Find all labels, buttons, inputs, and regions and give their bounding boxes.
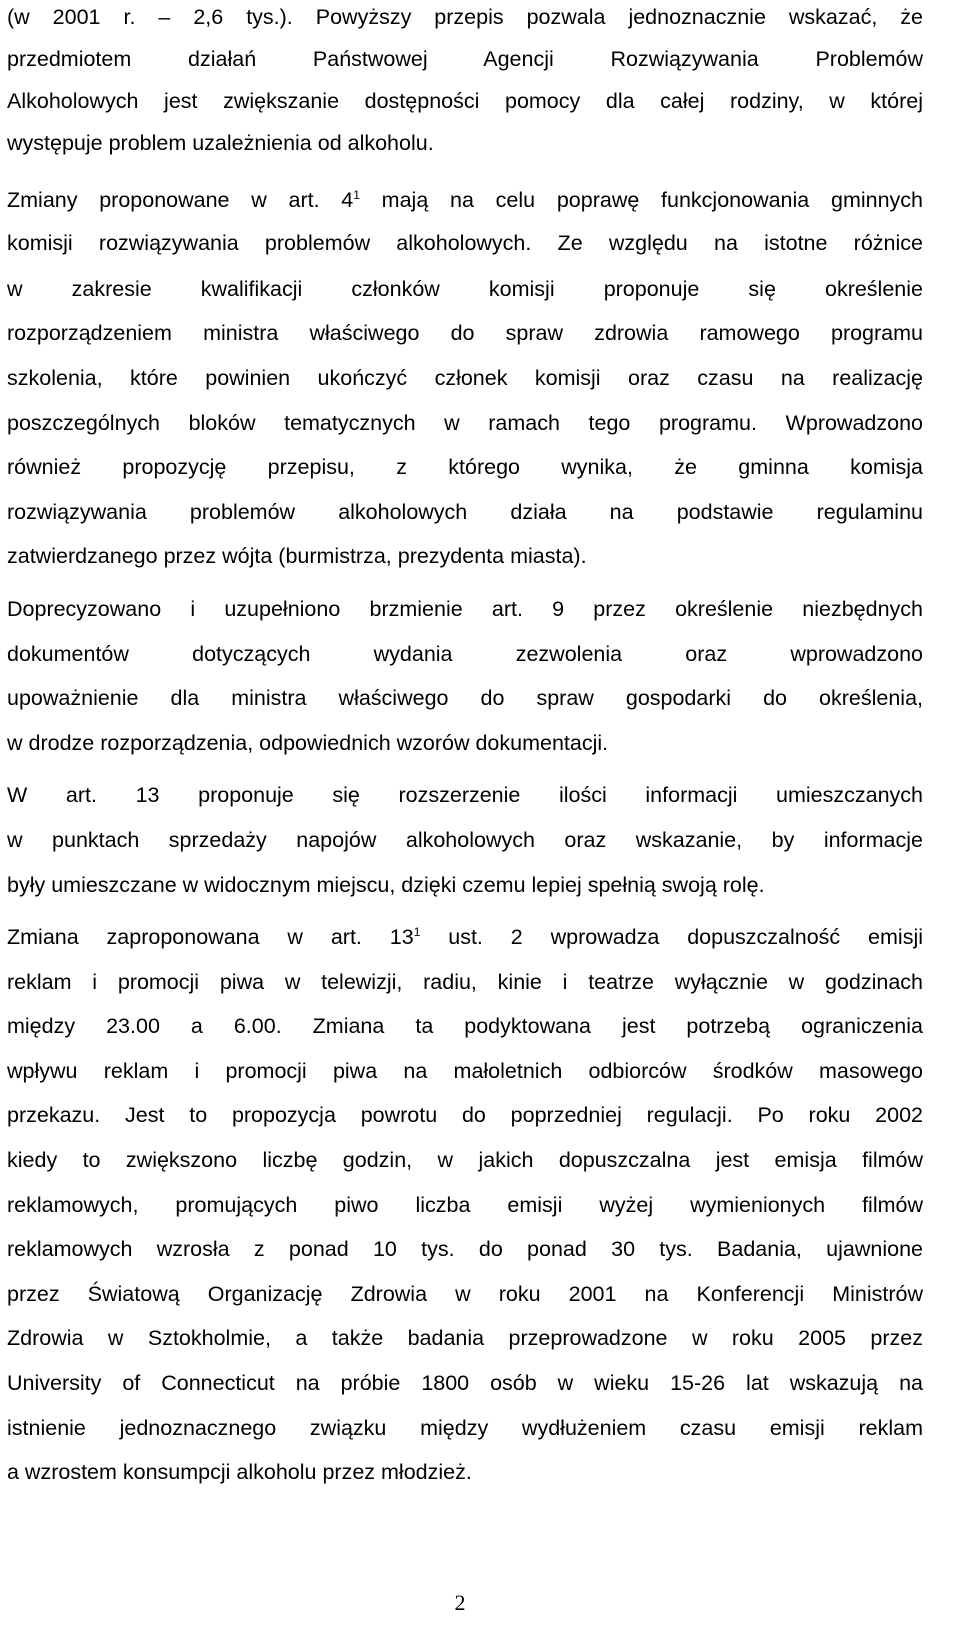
text-line: reklam i promocji piwa w telewizji, radiu, kinie i teatrze wyłącznie w godzinach — [7, 970, 923, 994]
text-line: istnienie jednoznacznego związku między wydłużeniem czasu emisji reklam — [7, 1416, 923, 1440]
text-segment: Zmiany proponowane w art. 4 — [7, 188, 354, 212]
text-line: poszczególnych bloków tematycznych w ramach tego programu. Wprowadzono — [7, 411, 923, 435]
text-line: reklamowych, promujących piwo liczba emisji wyżej wymienionych filmów — [7, 1193, 923, 1217]
text-line: wpływu reklam i promocji piwa na małoletnich odbiorców środków masowego — [7, 1059, 923, 1083]
superscript: 1 — [353, 187, 360, 202]
text-line: przekazu. Jest to propozycja powrotu do poprzedniej regulacji. Po roku 2002 — [7, 1103, 923, 1127]
text-line: przez Światową Organizację Zdrowia w roku 2001 na Konferencji Ministrów — [7, 1282, 923, 1306]
text-line: Alkoholowych jest zwiększanie dostępności pomocy dla całej rodziny, w której — [7, 89, 923, 113]
text-line: występuje problem uzależnienia od alkoholu. — [7, 131, 434, 155]
text-line: University of Connecticut na próbie 1800 osób w wieku 15-26 lat wskazują na — [7, 1371, 923, 1395]
text-line: a wzrostem konsumpcji alkoholu przez młodzież. — [7, 1460, 472, 1484]
text-segment: ust. 2 wprowadza dopuszczalność emisji — [420, 925, 923, 949]
text-line: również propozycję przepisu, z którego wynika, że gminna komisja — [7, 455, 923, 479]
text-line: między 23.00 a 6.00. Zmiana ta podyktowana jest potrzebą ograniczenia — [7, 1014, 923, 1038]
text-segment: mają na celu poprawę funkcjonowania gminnych — [359, 188, 923, 212]
text-line: W art. 13 proponuje się rozszerzenie ilości informacji umieszczanych — [7, 783, 923, 807]
text-line: były umieszczane w widocznym miejscu, dzięki czemu lepiej spełnią swoją rolę. — [7, 873, 765, 897]
text-line — [7, 924, 923, 950]
text-line: kiedy to zwiększono liczbę godzin, w jakich dopuszczalna jest emisja filmów — [7, 1148, 923, 1172]
text-line: reklamowych wzrosła z ponad 10 tys. do ponad 30 tys. Badania, ujawnione — [7, 1237, 923, 1261]
text-line: upoważnienie dla ministra właściwego do spraw gospodarki do określenia, — [7, 686, 923, 710]
text-segment: Zmiana zaproponowana w art. 13 — [7, 925, 414, 949]
text-line: rozporządzeniem ministra właściwego do spraw zdrowia ramowego programu — [7, 321, 923, 345]
text-line: (w 2001 r. – 2,6 tys.). Powyższy przepis pozwala jednoznacznie wskazać, że — [7, 5, 923, 29]
text-line: w drodze rozporządzenia, odpowiednich wzorów dokumentacji. — [7, 731, 609, 755]
text-line: w punktach sprzedaży napojów alkoholowych oraz wskazanie, by informacje — [7, 828, 923, 852]
text-line: komisji rozwiązywania problemów alkoholowych. Ze względu na istotne różnice — [7, 231, 923, 255]
text-line: Zdrowia w Sztokholmie, a także badania przeprowadzone w roku 2005 przez — [7, 1326, 923, 1350]
text-line: zatwierdzanego przez wójta (burmistrza, prezydenta miasta). — [7, 544, 587, 568]
text-line — [7, 187, 923, 213]
text-line: rozwiązywania problemów alkoholowych działa na podstawie regulaminu — [7, 500, 923, 524]
text-line: Doprecyzowano i uzupełniono brzmienie art. 9 przez określenie niezbędnych — [7, 597, 923, 621]
text-line: dokumentów dotyczących wydania zezwolenia oraz wprowadzono — [7, 642, 923, 666]
page-number: 2 — [454, 1590, 466, 1615]
text-line: przedmiotem działań Państwowej Agencji Rozwiązywania Problemów — [7, 47, 923, 71]
text-line: w zakresie kwalifikacji członków komisji proponuje się określenie — [7, 277, 923, 301]
text-line: szkolenia, które powinien ukończyć członek komisji oraz czasu na realizację — [7, 366, 923, 390]
superscript: 1 — [413, 924, 421, 939]
